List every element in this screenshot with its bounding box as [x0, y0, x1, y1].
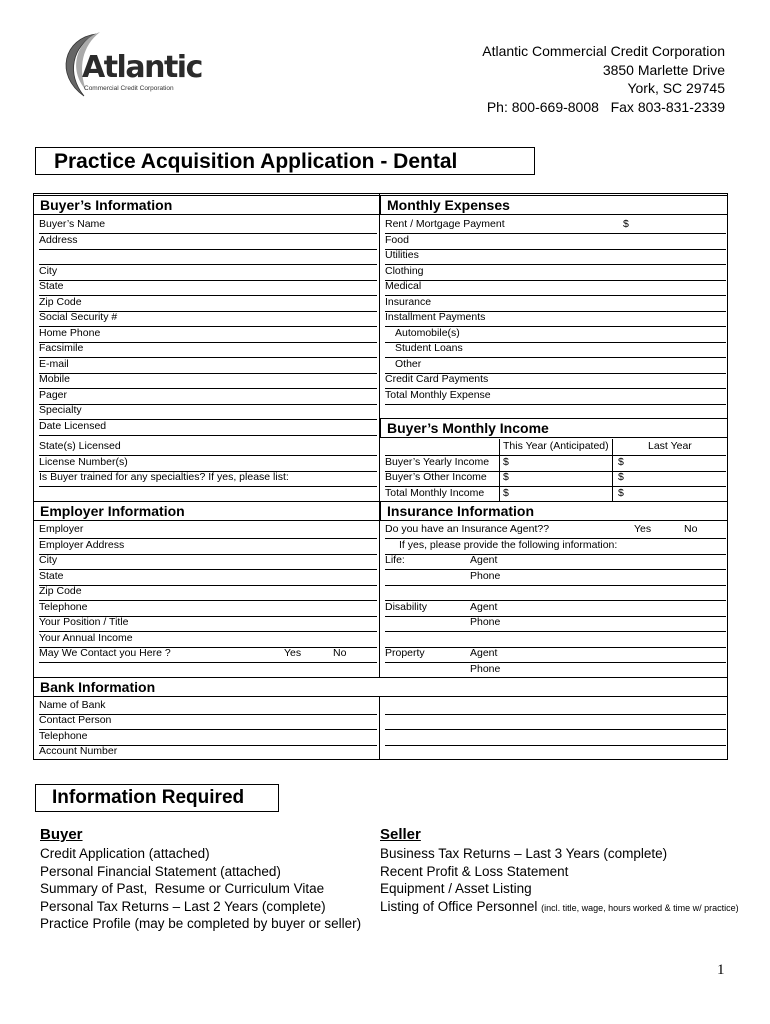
bank-info-heading: Bank Information [33, 677, 728, 697]
agent-label: Agent [470, 647, 498, 659]
bank-telephone-field[interactable]: Telephone [39, 729, 377, 746]
office-personnel-item: Listing of Office Personnel [380, 898, 538, 914]
seller-requirements [380, 826, 739, 917]
company-street: 3850 Marlette Drive [602, 61, 725, 78]
info-required-heading: Information Required [35, 784, 279, 812]
license-numbers-field[interactable]: License Number(s) [39, 455, 377, 472]
address-line-2-field[interactable] [39, 248, 377, 265]
seller-requirements-heading: Seller [380, 826, 421, 843]
property-insurance-phone-row[interactable] [385, 662, 726, 678]
life-insurance-label: Life: [385, 554, 405, 566]
disability-insurance-phone-row[interactable] [385, 615, 726, 632]
list-item: Credit Application (attached) [40, 846, 210, 861]
seller-requirements-list [380, 845, 739, 917]
company-city: York, SC 29745 [627, 80, 725, 96]
company-contact: Ph: 800-669-8008 Fax 803-831-2339 [486, 98, 725, 115]
office-personnel-note: (incl. title, wage, hours worked & time w/ practice) [541, 902, 739, 913]
buyer-requirements-heading: Buyer [40, 826, 83, 843]
insurance-agent-question-row[interactable] [385, 522, 726, 539]
employer-address-field[interactable]: Employer Address [39, 538, 377, 555]
agent-label: Agent [470, 601, 498, 613]
social-security-field[interactable]: Social Security # [39, 310, 377, 327]
employer-zip-field[interactable]: Zip Code [39, 584, 377, 601]
page-number: 1 [717, 962, 725, 978]
income-column-headers [385, 439, 726, 456]
page-title: Practice Acquisition Application - Dental [35, 147, 535, 175]
credit-card-payments-field[interactable]: Credit Card Payments [385, 372, 726, 389]
contact-yes-option[interactable]: Yes [284, 647, 302, 659]
insurance-blank-row [385, 584, 726, 601]
employer-telephone-field[interactable]: Telephone [39, 600, 377, 617]
this-year-currency: $ [503, 487, 509, 499]
buyer-name-field[interactable]: Buyer’s Name [39, 217, 377, 234]
specialty-list-field[interactable] [39, 486, 377, 500]
yearly-income-label: Buyer’s Yearly Income [385, 456, 490, 468]
buyer-info-heading: Buyer’s Information [33, 195, 380, 215]
total-monthly-expense-field[interactable]: Total Monthly Expense [385, 388, 726, 405]
company-address [482, 42, 725, 116]
zip-code-field[interactable]: Zip Code [39, 295, 377, 312]
pager-field[interactable]: Pager [39, 388, 377, 405]
insurance-agent-question: Do you have an Insurance Agent?? [385, 523, 550, 535]
contact-no-option[interactable]: No [333, 647, 347, 659]
company-logo [56, 30, 202, 100]
buyer-requirements-list [40, 845, 361, 933]
employer-info-heading: Employer Information [33, 501, 380, 521]
logo-wordmark: Atlantic [82, 50, 202, 85]
buyer-requirements [40, 826, 361, 933]
list-item [380, 898, 739, 918]
states-licensed-field[interactable]: State(s) Licensed [39, 439, 377, 456]
bank-contact-answer[interactable] [385, 713, 726, 730]
income-divider [612, 439, 613, 501]
logo-tagline: Commercial Credit Corporation [84, 85, 174, 92]
food-field[interactable]: Food [385, 233, 726, 250]
annual-income-field[interactable]: Your Annual Income [39, 631, 377, 648]
monthly-income-heading: Buyer’s Monthly Income [380, 418, 728, 438]
last-year-currency: $ [618, 471, 624, 483]
specialty-field[interactable]: Specialty [39, 403, 377, 420]
phone-label: Phone [470, 663, 501, 675]
total-income-label: Total Monthly Income [385, 487, 485, 499]
utilities-field[interactable]: Utilities [385, 248, 726, 265]
contact-at-work-row[interactable] [39, 646, 377, 663]
bank-contact-field[interactable]: Contact Person [39, 713, 377, 730]
email-field[interactable]: E-mail [39, 357, 377, 374]
home-phone-field[interactable]: Home Phone [39, 326, 377, 343]
mobile-field[interactable]: Mobile [39, 372, 377, 389]
other-income-label: Buyer’s Other Income [385, 471, 487, 483]
list-item: Recent Profit & Loss Statement [380, 863, 569, 879]
insurance-instruction: If yes, please provide the following information: [385, 538, 726, 555]
this-year-currency: $ [503, 456, 509, 468]
expenses-blank-row [385, 403, 726, 417]
automobiles-field[interactable]: Automobile(s) [385, 326, 726, 343]
property-insurance-label: Property [385, 647, 425, 659]
list-item: Personal Financial Statement (attached) [40, 863, 281, 879]
list-item: Equipment / Asset Listing [380, 881, 532, 896]
position-title-field[interactable]: Your Position / Title [39, 615, 377, 632]
medical-field[interactable]: Medical [385, 279, 726, 296]
other-installment-field[interactable]: Other [385, 357, 726, 374]
list-item: Practice Profile (may be completed by buyer or seller) [40, 916, 362, 931]
date-licensed-field[interactable]: Date Licensed [39, 419, 377, 436]
rent-mortgage-field[interactable] [385, 217, 726, 234]
insurance-yes-option[interactable]: Yes [634, 523, 652, 535]
installment-payments-field[interactable]: Installment Payments [385, 310, 726, 327]
agent-label: Agent [470, 554, 498, 566]
company-name: Atlantic Commercial Credit Corporation [482, 43, 725, 59]
clothing-field[interactable]: Clothing [385, 264, 726, 281]
column-divider [379, 193, 380, 760]
insurance-no-option[interactable]: No [684, 523, 698, 535]
employer-city-field[interactable]: City [39, 553, 377, 570]
state-field[interactable]: State [39, 279, 377, 296]
rent-mortgage-label: Rent / Mortgage Payment [385, 218, 505, 230]
insurance-expense-field[interactable]: Insurance [385, 295, 726, 312]
last-year-currency: $ [618, 456, 624, 468]
phone-label: Phone [470, 570, 501, 582]
phone-label: Phone [470, 616, 501, 628]
last-year-currency: $ [618, 487, 624, 499]
insurance-info-heading: Insurance Information [380, 501, 728, 521]
facsimile-field[interactable]: Facsimile [39, 341, 377, 358]
list-item: Personal Tax Returns – Last 2 Years (complete) [40, 898, 326, 914]
income-divider [499, 439, 500, 501]
list-item: Business Tax Returns – Last 3 Years (complete) [380, 846, 668, 861]
list-item: Summary of Past, Resume or Curriculum Vitae [40, 881, 325, 896]
city-field[interactable]: City [39, 264, 377, 281]
account-number-answer[interactable] [385, 744, 726, 760]
last-year-header: Last Year [648, 440, 692, 452]
student-loans-field[interactable]: Student Loans [385, 341, 726, 358]
specialty-training-field[interactable]: Is Buyer trained for any specialties? If yes, please list: [39, 470, 377, 487]
contact-at-work-label: May We Contact you Here ? [39, 647, 171, 659]
disability-insurance-label: Disability [385, 601, 428, 613]
this-year-currency: $ [503, 471, 509, 483]
this-year-header: This Year (Anticipated) [503, 440, 609, 452]
bank-name-field[interactable]: Name of Bank [39, 698, 377, 715]
monthly-expenses-heading: Monthly Expenses [380, 195, 728, 215]
address-field[interactable]: Address [39, 233, 377, 250]
life-insurance-agent-row[interactable] [385, 553, 726, 570]
currency-sign: $ [623, 218, 629, 230]
total-monthly-income-row[interactable] [385, 486, 726, 502]
account-number-field[interactable]: Account Number [39, 745, 118, 757]
employer-field[interactable]: Employer [39, 522, 377, 539]
employer-state-field[interactable]: State [39, 569, 377, 586]
other-income-row[interactable] [385, 470, 726, 487]
property-insurance-agent-row[interactable] [385, 646, 726, 663]
